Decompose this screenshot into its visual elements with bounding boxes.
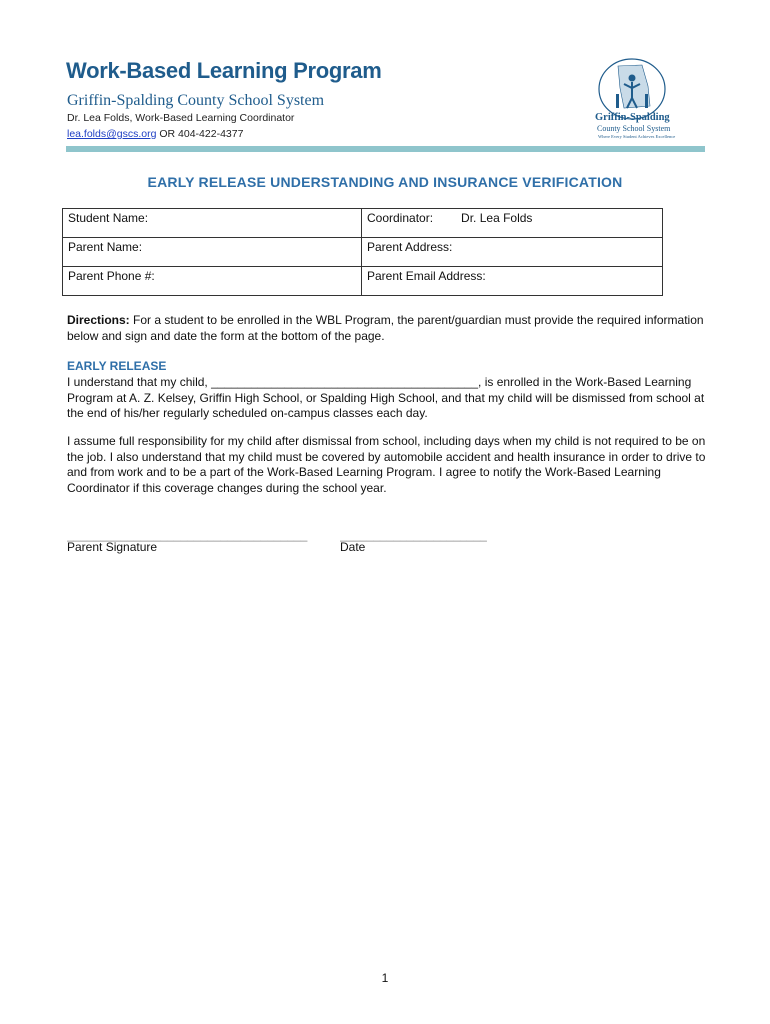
- parent-name-label: Parent Name:: [68, 240, 143, 254]
- date-line[interactable]: ______________________: [340, 528, 487, 542]
- parent-phone-field[interactable]: [63, 267, 362, 296]
- email-link[interactable]: lea.folds@gscs.org: [67, 128, 157, 140]
- page-number: 1: [381, 971, 389, 985]
- coordinator-label: Coordinator:: [367, 211, 434, 225]
- coordinator-cell: [362, 209, 663, 238]
- phone-text: OR 404-422-4377: [156, 128, 244, 140]
- coordinator-value: Dr. Lea Folds: [461, 211, 533, 225]
- header-divider: [66, 146, 705, 152]
- student-name-field[interactable]: [63, 209, 362, 238]
- parent-name-field[interactable]: [63, 238, 362, 267]
- parent-address-field[interactable]: [362, 238, 663, 267]
- coordinator-line: Dr. Lea Folds, Work-Based Learning Coordinator: [67, 112, 295, 124]
- parent-phone-label: Parent Phone #:: [68, 269, 155, 283]
- logo-tagline: Where Every Student Achieves Excellence: [598, 134, 676, 139]
- parent-email-field[interactable]: [362, 267, 663, 296]
- early-release-heading: EARLY RELEASE: [67, 359, 167, 373]
- info-table: [62, 208, 663, 296]
- date-label: Date: [340, 540, 366, 554]
- header-subtitle: Griffin-Spalding County School System: [67, 92, 325, 109]
- contact-line: [67, 128, 243, 140]
- student-name-label: Student Name:: [68, 211, 149, 225]
- parent-signature-label: Parent Signature: [67, 540, 158, 554]
- logo-name: Griffin-Spalding: [595, 112, 670, 123]
- parent-email-label: Parent Email Address:: [367, 269, 486, 283]
- table-row: [63, 267, 663, 296]
- table-row: [63, 238, 663, 267]
- logo-subname: County School System: [597, 124, 671, 133]
- directions-text: For a student to be enrolled in the WBL Program, the parent/guardian must provide the required information below and sign and date the form at the bottom of the page.: [67, 313, 704, 343]
- parent-signature-line[interactable]: ____________________________________: [67, 528, 308, 542]
- directions-label: Directions:: [67, 313, 130, 327]
- parent-address-label: Parent Address:: [367, 240, 453, 254]
- form-title: EARLY RELEASE UNDERSTANDING AND INSURANCE VERIFICATION: [147, 174, 623, 190]
- table-row: [63, 209, 663, 238]
- responsibility-paragraph: I assume full responsibility for my child after dismissal from school, including days when my child is not required to be on the job. I also understand that my child must be covered by automobile accident and health insurance in order to drive to and from work and to be a part of the Work-Based Learning Program. I agree to notify the Work-Based Learning Coordinator if this coverage changes during the school year.: [67, 434, 706, 495]
- early-release-paragraph: I understand that my child, ________________________________________, is enrolled in the Work-Based Learning Program at A. Z. Kelsey, Griffin High School, or Spalding High School, and that my child will be dismissed from school at the end of his/her regularly scheduled on-campus classes each day.: [67, 375, 705, 421]
- directions-paragraph: [67, 313, 707, 344]
- header-title: Work-Based Learning Program: [66, 58, 382, 83]
